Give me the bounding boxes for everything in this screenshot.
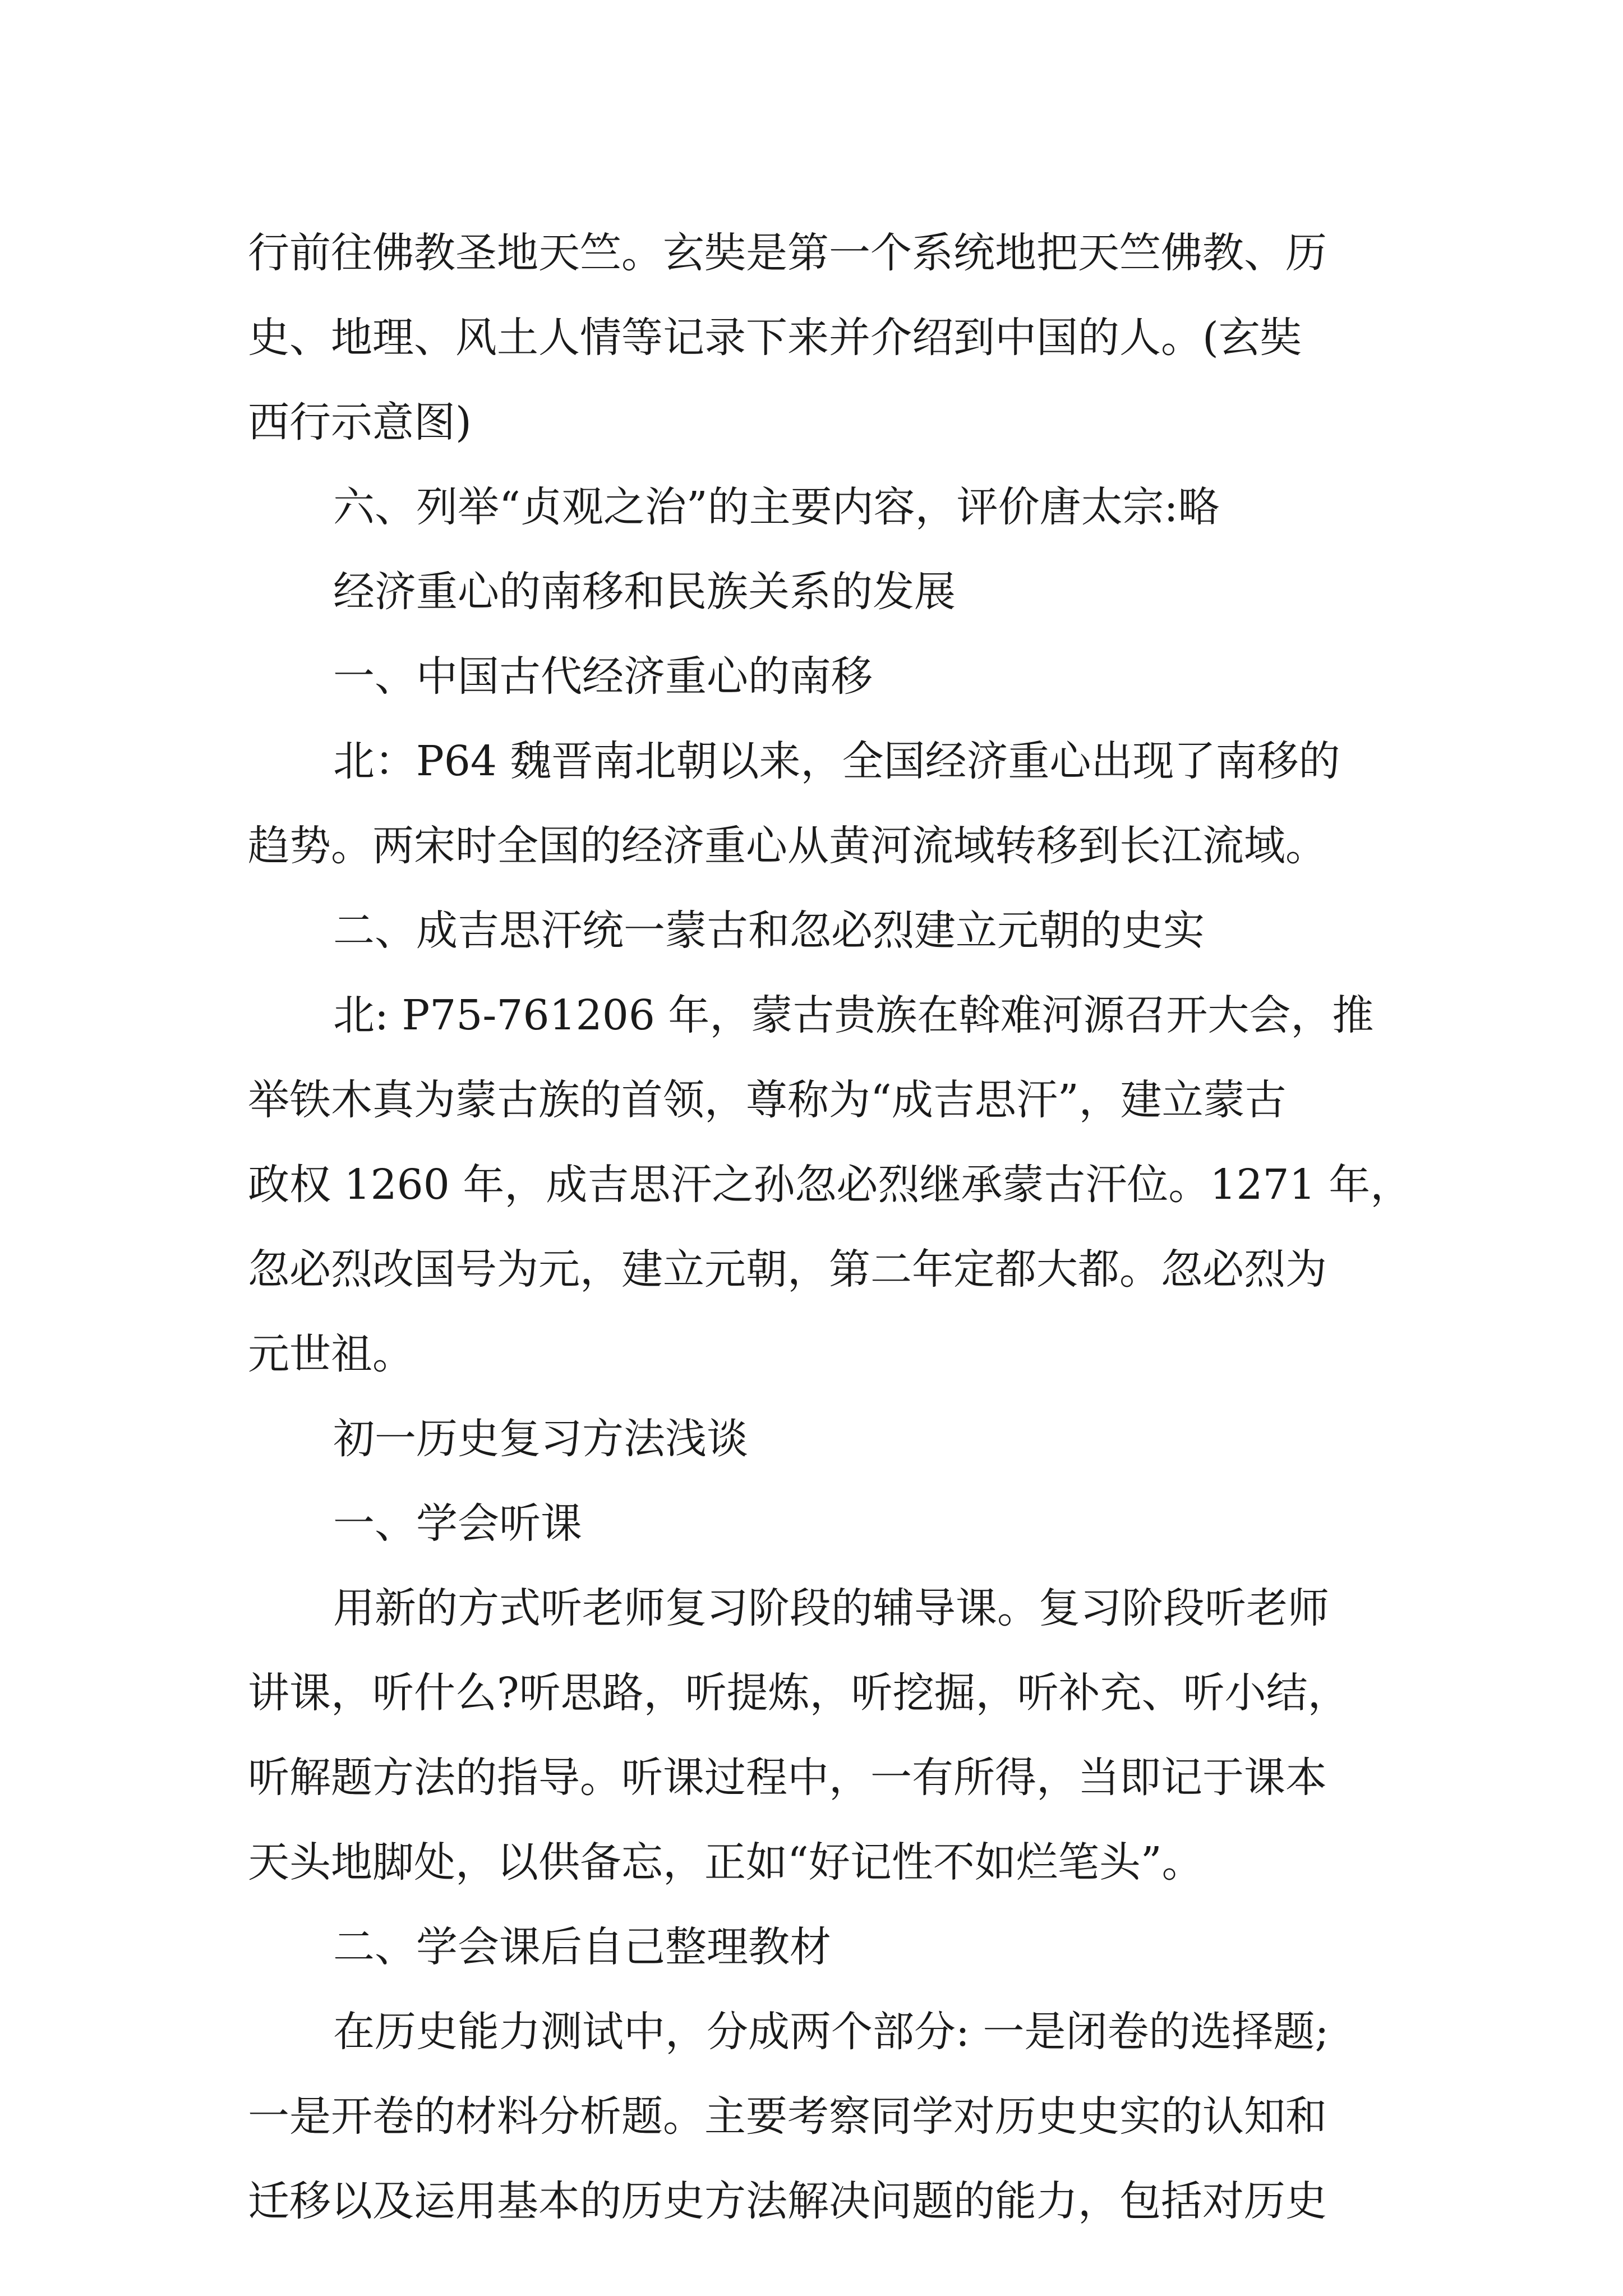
text-line: 北：P64 魏晋南北朝以来，全国经济重心出现了南移的 [333,737,1340,785]
text-line: 史、地理、风土人情等记录下来并介绍到中国的人。(玄奘 [248,314,1302,362]
list-item-heading: 一、中国古代经济重心的南移 [333,652,873,701]
text-line: 政权 1260 年，成吉思汗之孙忽必烈继承蒙古汗位。1271 年， [248,1161,1412,1209]
section-heading: 初一历史复习方法浅谈 [333,1415,748,1463]
text-line: 忽必烈改国号为元，建立元朝，第二年定都大都。忽必烈为 [248,1245,1327,1294]
text-line: 元世祖。 [248,1330,414,1378]
text-line: 讲课，听什么?听思路，听提炼，听挖掘，听补充、听小结， [248,1669,1349,1717]
list-item-heading: 六、列举“贞观之治”的主要内容，评价唐太宗:略 [333,483,1220,531]
list-item-heading: 一、学会听课 [333,1499,582,1548]
text-line: 迁移以及运用基本的历史方法解决问题的能力，包括对历史 [248,2177,1327,2225]
text-line: 一是开卷的材料分析题。主要考察同学对历史史实的认知和 [248,2092,1327,2141]
list-item-heading: 二、学会课后自己整理教材 [333,1923,831,1971]
text-line: 北: P75-761206 年，蒙古贵族在斡难河源召开大会，推 [333,991,1374,1039]
text-line: 西行示意图) [248,398,472,447]
text-line: 天头地脚处，以供备忘，正如“好记性不如烂笔头”。 [248,1838,1204,1887]
text-line: 用新的方式听老师复习阶段的辅导课。复习阶段听老师 [333,1584,1329,1632]
document-body [248,211,1412,2244]
list-item-heading: 二、成吉思汗统一蒙古和忽必烈建立元朝的史实 [333,907,1205,955]
text-line: 行前往佛教圣地天竺。玄奘是第一个系统地把天竺佛教、历 [248,229,1327,277]
text-line: 听解题方法的指导。听课过程中，一有所得，当即记于课本 [248,1754,1327,1802]
text-line: 趋势。两宋时全国的经济重心从黄河流域转移到长江流域。 [248,822,1327,870]
text-line: 举铁木真为蒙古族的首领，尊称为“成吉思汗”，建立蒙古 [248,1076,1287,1124]
section-heading: 经济重心的南移和民族关系的发展 [333,568,956,616]
text-line: 在历史能力测试中，分成两个部分: 一是闭卷的选择题; [333,2008,1329,2056]
